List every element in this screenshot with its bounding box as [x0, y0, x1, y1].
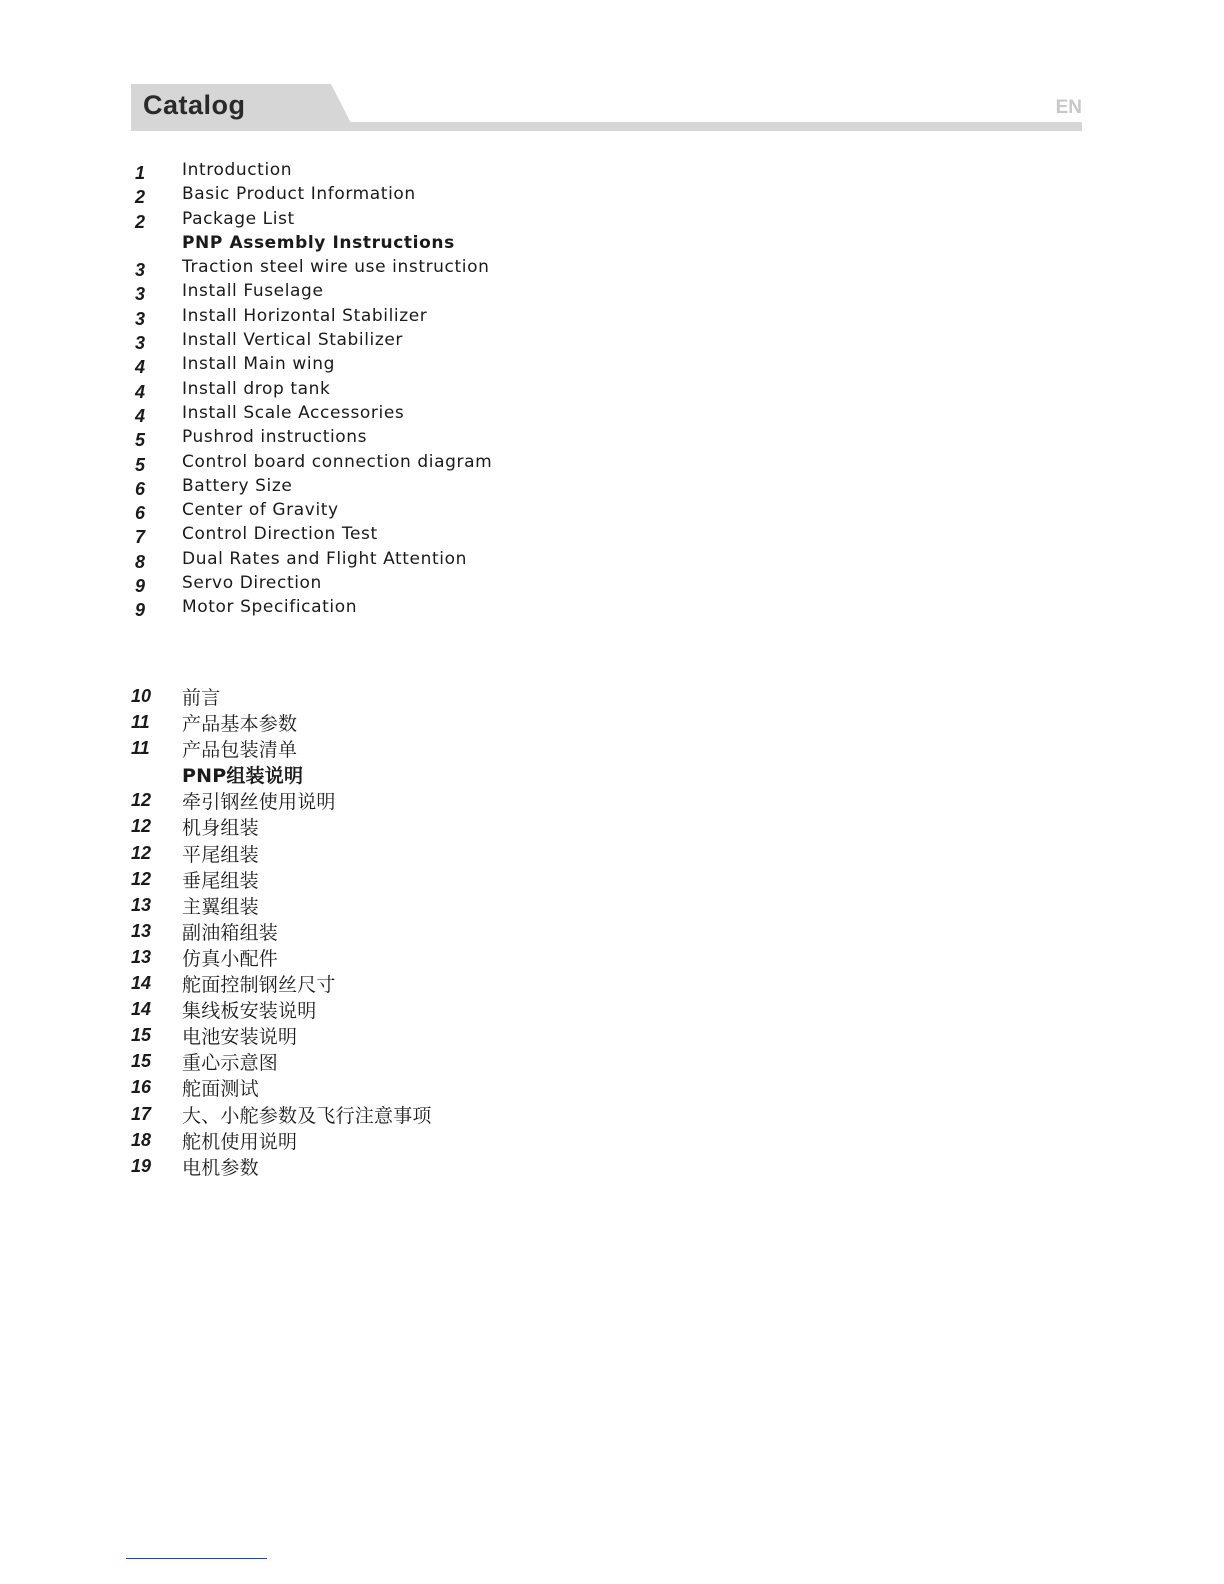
toc-entry-title: Install drop tank [182, 378, 331, 399]
page-title: Catalog [143, 90, 246, 120]
toc-page-number: 7 [135, 527, 146, 548]
toc-page-number: 13 [131, 894, 152, 915]
toc-page-number: 3 [135, 333, 146, 354]
toc-entry-title: Servo Direction [182, 573, 322, 594]
toc-entry-title: 舵面测试 [182, 1078, 259, 1101]
toc-page-number: 4 [135, 357, 146, 378]
footer-divider [126, 1558, 267, 1559]
toc-entry-title: 副油箱组装 [182, 921, 279, 944]
toc-page-number: 18 [131, 1129, 152, 1150]
toc-page-number: 12 [131, 868, 152, 889]
toc-entry-title: 舵面控制钢丝尺寸 [182, 974, 336, 997]
toc-entry-title: Install Horizontal Stabilizer [182, 305, 428, 326]
toc-page-number: 1 [135, 163, 146, 183]
toc-page-number: 19 [131, 1155, 152, 1176]
toc-entry-title: 大、小舵参数及飞行注意事项 [182, 1104, 432, 1127]
toc-entry-title: Basic Product Information [182, 184, 416, 205]
toc-entry-title: Package List [182, 208, 295, 229]
toc-page-number: 9 [135, 600, 146, 621]
toc-entry-title: 集线板安装说明 [182, 1000, 317, 1023]
toc-entry-title: Install Main wing [182, 354, 335, 375]
toc-entry-title: 牵引钢丝使用说明 [182, 791, 336, 814]
toc-section-heading: PNP Assembly Instructions [182, 232, 455, 253]
toc-entry-title: Battery Size [182, 475, 293, 496]
language-label: EN [1055, 97, 1082, 118]
toc-page-number: 12 [131, 790, 152, 811]
toc-page-number: 13 [131, 920, 152, 941]
toc-page-number: 2 [135, 211, 146, 232]
toc-page-number: 12 [131, 842, 152, 863]
toc-entry-title: Install Vertical Stabilizer [182, 330, 404, 351]
toc-entry-title: Install Fuselage [182, 281, 324, 302]
toc-entry-title: Introduction [182, 160, 293, 180]
toc-entry-title: 主翼组装 [182, 895, 259, 918]
toc-page-number: 15 [131, 1051, 152, 1072]
toc-entry-title: Dual Rates and Flight Attention [182, 548, 467, 569]
toc-page-number: 5 [135, 454, 146, 475]
toc-page-number: 16 [131, 1077, 152, 1098]
toc-entry-title: 重心示意图 [182, 1052, 279, 1075]
toc-entry-title: 仿真小配件 [182, 947, 279, 970]
toc-entry-title: Motor Specification [182, 597, 358, 618]
toc-page-number: 5 [135, 430, 146, 451]
toc-entry-title: 机身组装 [182, 817, 259, 840]
toc-page-number: 6 [135, 478, 146, 499]
toc-entry-title: 舵机使用说明 [182, 1130, 298, 1153]
toc-page-number: 6 [135, 503, 146, 524]
toc-page-number: 4 [135, 405, 146, 426]
toc-page-number: 17 [131, 1103, 152, 1124]
toc-entry-title: 电机参数 [182, 1156, 259, 1179]
toc-page-number: 4 [135, 381, 146, 402]
toc-entry-title: Control board connection diagram [182, 451, 493, 472]
toc-entry-title: Center of Gravity [182, 500, 339, 521]
toc-page-number: 11 [131, 712, 150, 733]
toc-entry-title: Pushrod instructions [182, 427, 368, 448]
toc-page-number: 3 [135, 308, 146, 329]
toc-entry-title: 电池安装说明 [182, 1026, 298, 1049]
toc-entry-title: 产品基本参数 [182, 713, 298, 736]
toc-page-number: 15 [131, 1025, 152, 1046]
toc-entry-title: Control Direction Test [182, 524, 378, 545]
toc-page-number: 14 [131, 999, 152, 1020]
toc-page-number: 10 [131, 686, 152, 706]
toc-entry-title: 前言 [182, 687, 221, 709]
toc-page-number: 9 [135, 576, 146, 597]
toc-page-number: 2 [135, 187, 146, 208]
toc-entry-title: Install Scale Accessories [182, 402, 405, 423]
toc-page-number: 13 [131, 946, 152, 967]
toc-section-heading: PNP组装说明 [182, 765, 304, 788]
toc-page-number: 8 [135, 551, 146, 572]
toc-page-number: 12 [131, 816, 152, 837]
toc-entry-title: 产品包装清单 [182, 739, 298, 762]
toc-entry-title: Traction steel wire use instruction [182, 257, 490, 278]
toc-page-number: 11 [131, 738, 150, 759]
toc-page-number: 3 [135, 284, 146, 305]
toc-page-number: 14 [131, 973, 152, 994]
catalog-header [131, 84, 1082, 132]
toc-entry-title: 垂尾组装 [182, 869, 259, 892]
toc-entry-title: 平尾组装 [182, 843, 259, 866]
toc-page-number: 3 [135, 260, 146, 281]
